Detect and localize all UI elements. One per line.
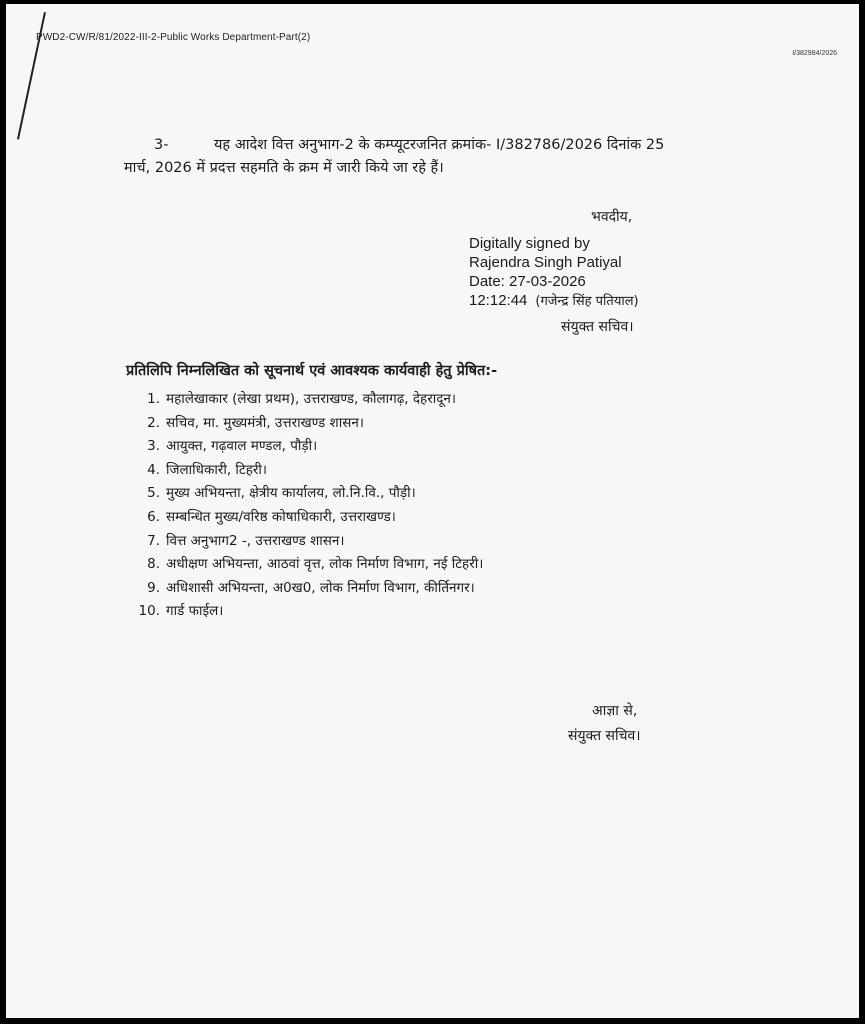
list-item-text: वित्त अनुभाग2 -, उत्तराखण्ड शासन। xyxy=(166,532,345,549)
list-item-number: 1. xyxy=(147,391,160,407)
list-item-number: 9. xyxy=(147,579,160,596)
signature-time: 12:12:44 xyxy=(469,292,528,309)
list-item-text: गार्ड फाईल। xyxy=(166,603,224,620)
list-item xyxy=(134,600,483,624)
file-reference: PWD2-CW/R/81/2022-III-2-Public Works Department-Part(2) xyxy=(36,32,311,43)
signatory-name-hindi: (गजेन्द्र सिंह पतियाल) xyxy=(535,294,639,309)
list-item xyxy=(134,412,483,436)
order-designation: संयुक्त सचिव। xyxy=(568,728,641,744)
list-item-number: 8. xyxy=(147,556,160,573)
signature-time-row xyxy=(469,291,639,311)
list-item xyxy=(134,435,483,459)
list-item-text: अधिशासी अभियन्ता, अ0ख0, लोक निर्माण विभाग, कीर्तिनगर। xyxy=(166,579,475,596)
list-item-text: आयुक्त, गढ़वाल मण्डल, पौड़ी। xyxy=(166,438,318,455)
list-item-text: महालेखाकार (लेखा प्रथम), उत्तराखण्ड, कौलागढ़, देहरादून। xyxy=(166,391,457,407)
by-order-text: आज्ञा से, xyxy=(592,703,638,719)
list-item xyxy=(134,530,483,554)
paragraph-3 xyxy=(124,132,754,181)
list-item-number: 7. xyxy=(147,532,160,549)
list-item-number: 6. xyxy=(147,508,160,525)
list-item-text: सचिव, मा. मुख्यमंत्री, उत्तराखण्ड शासन। xyxy=(166,414,364,431)
signatory-designation: संयुक्त सचिव। xyxy=(561,319,634,335)
list-item-text: अधीक्षण अभियन्ता, आठवां वृत्त, लोक निर्माण विभाग, नई टिहरी। xyxy=(166,556,484,573)
list-item xyxy=(134,388,483,412)
copy-to-list xyxy=(134,388,483,624)
document-id: I/382984/2026 xyxy=(792,50,837,57)
list-item-number: 2. xyxy=(147,414,160,431)
paragraph-number: 3- xyxy=(154,137,169,153)
paragraph-line-2: मार्च, 2026 में प्रदत्त सहमति के क्रम में जारी किये जा रहे हैं। xyxy=(124,160,444,176)
list-item-number: 10. xyxy=(138,603,160,620)
list-item-text: मुख्य अभियन्ता, क्षेत्रीय कार्यालय, लो.नि.वि., पौड़ी। xyxy=(166,485,416,502)
list-item-text: जिलाधिकारी, टिहरी। xyxy=(166,461,268,478)
document-page xyxy=(6,4,859,1018)
list-item-text: सम्बन्धित मुख्य/वरिष्ठ कोषाधिकारी, उत्तराखण्ड। xyxy=(166,508,396,525)
signature-date: Date: 27-03-2026 xyxy=(469,273,586,290)
list-item xyxy=(134,506,483,530)
paragraph-text-1: यह आदेश वित्त अनुभाग-2 के कम्प्यूटरजनित क्रमांक- I/382786/2026 दिनांक 25 xyxy=(214,137,665,153)
list-item xyxy=(134,482,483,506)
digital-signature-block xyxy=(469,234,639,311)
list-item-number: 3. xyxy=(147,438,160,455)
copy-to-heading: प्रतिलिपि निम्नलिखित को सूचनार्थ एवं आवश्यक कार्यवाही हेतु प्रेषित:- xyxy=(126,363,498,379)
list-item xyxy=(134,553,483,577)
closing-salutation: भवदीय, xyxy=(591,209,633,225)
list-item xyxy=(134,577,483,601)
list-item-number: 5. xyxy=(147,485,160,502)
signature-line-2: Rajendra Singh Patiyal xyxy=(469,254,622,271)
list-item xyxy=(134,459,483,483)
signature-line-1: Digitally signed by xyxy=(469,235,590,252)
list-item-number: 4. xyxy=(147,461,160,478)
